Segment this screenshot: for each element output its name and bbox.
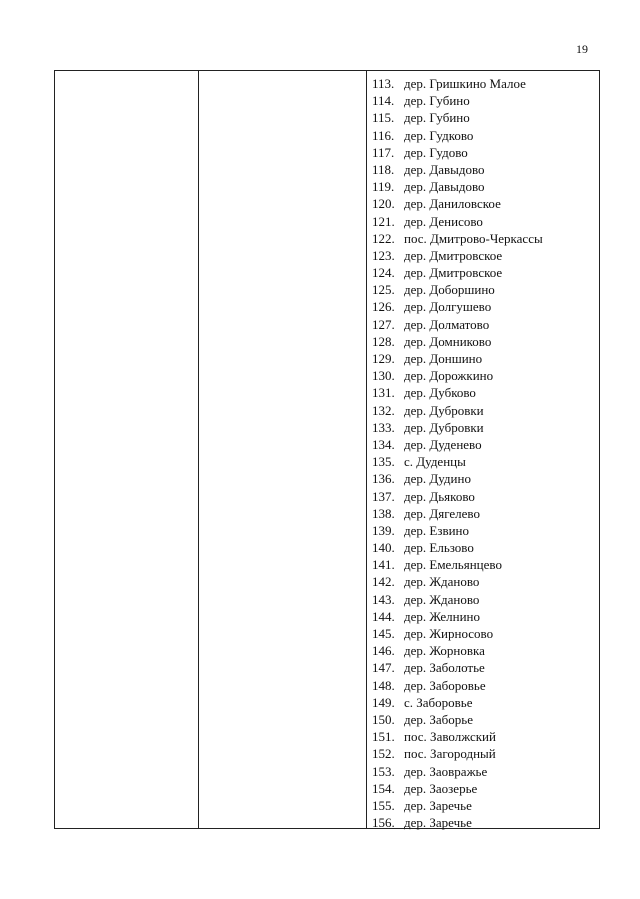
list-item bbox=[367, 522, 599, 539]
list-item bbox=[367, 213, 599, 230]
entry-settlement-name: дер. Даниловское bbox=[404, 196, 501, 212]
entry-settlement-name: дер. Дмитровское bbox=[404, 247, 503, 263]
list-item bbox=[367, 316, 599, 333]
entry-settlement-name: дер. Гудово bbox=[404, 144, 468, 160]
entry-number: 114. bbox=[372, 93, 395, 109]
entry-number: 137. bbox=[372, 488, 395, 504]
entry-number: 153. bbox=[372, 763, 395, 779]
entry-settlement-name: дер. Доншино bbox=[404, 351, 483, 366]
entry-number: 149. bbox=[372, 694, 395, 710]
entry-number: 156. bbox=[372, 815, 395, 831]
list-item bbox=[367, 247, 599, 264]
entry-settlement-name: дер. Заозерье bbox=[404, 780, 478, 796]
entry-settlement-name: дер. Гришкино Малое bbox=[404, 76, 526, 91]
entry-number: 155. bbox=[372, 797, 395, 813]
entry-number: 128. bbox=[372, 333, 395, 349]
entry-settlement-name: дер. Заборовье bbox=[404, 677, 486, 693]
entry-number: 150. bbox=[372, 711, 395, 727]
list-item bbox=[367, 505, 599, 522]
list-item bbox=[367, 694, 599, 711]
entry-settlement-name: дер. Гудково bbox=[404, 127, 474, 143]
list-item bbox=[367, 195, 599, 212]
list-item bbox=[367, 436, 599, 453]
entry-number: 134. bbox=[372, 436, 395, 452]
list-item bbox=[367, 470, 599, 487]
list-item bbox=[367, 402, 599, 419]
entry-number: 117. bbox=[372, 144, 395, 160]
list-item bbox=[367, 384, 599, 401]
entry-number: 132. bbox=[372, 402, 395, 418]
entry-number: 115. bbox=[372, 110, 395, 126]
list-item bbox=[367, 75, 599, 92]
entry-settlement-name: дер. Заболотье bbox=[404, 660, 485, 676]
list-item bbox=[367, 677, 599, 694]
entry-settlement-name: дер. Жданово bbox=[404, 591, 480, 607]
entry-number: 131. bbox=[372, 385, 395, 401]
entry-settlement-name: дер. Дягелево bbox=[404, 505, 480, 521]
list-item bbox=[367, 763, 599, 780]
settlements-table bbox=[54, 70, 600, 829]
list-item bbox=[367, 333, 599, 350]
entry-number: 148. bbox=[372, 677, 395, 693]
list-item bbox=[367, 573, 599, 590]
entry-number: 142. bbox=[372, 574, 395, 590]
entry-number: 124. bbox=[372, 265, 395, 281]
list-item bbox=[367, 814, 599, 831]
entry-settlement-name: дер. Дмитровское bbox=[404, 265, 503, 281]
entry-number: 126. bbox=[372, 299, 395, 315]
list-item bbox=[367, 144, 599, 161]
entry-number: 133. bbox=[372, 419, 395, 435]
list-item bbox=[367, 728, 599, 745]
entry-number: 139. bbox=[372, 522, 395, 538]
entry-settlement-name: дер. Заборье bbox=[404, 711, 473, 727]
list-item bbox=[367, 281, 599, 298]
entry-settlement-name: дер. Дорожкино bbox=[404, 368, 494, 384]
entry-number: 130. bbox=[372, 368, 395, 384]
entry-number: 145. bbox=[372, 626, 395, 641]
table-column-2 bbox=[198, 71, 367, 828]
entry-settlement-name: дер. Доборшино bbox=[404, 282, 495, 298]
entry-number: 144. bbox=[372, 608, 395, 624]
list-item bbox=[367, 419, 599, 436]
entry-settlement-name: дер. Желнино bbox=[404, 608, 481, 624]
list-item bbox=[367, 780, 599, 797]
entry-settlement-name: дер. Давыдово bbox=[404, 179, 485, 195]
entry-number: 152. bbox=[372, 746, 395, 762]
entry-number: 151. bbox=[372, 729, 395, 745]
list-item bbox=[367, 797, 599, 814]
entry-settlement-name: пос. Заволжский bbox=[404, 729, 496, 745]
entry-settlement-name: дер. Дубровки bbox=[404, 419, 484, 435]
settlements-list bbox=[367, 75, 599, 831]
entry-settlement-name: пос. Дмитрово-Черкассы bbox=[404, 230, 543, 246]
entry-number: 113. bbox=[372, 76, 395, 91]
entry-settlement-name: дер. Губино bbox=[404, 110, 470, 126]
entry-settlement-name: дер. Долматово bbox=[404, 316, 490, 332]
entry-settlement-name: дер. Заречье bbox=[404, 797, 472, 813]
entry-number: 143. bbox=[372, 591, 395, 607]
entry-number: 118. bbox=[372, 161, 395, 177]
entry-number: 127. bbox=[372, 316, 395, 332]
table-column-1 bbox=[55, 71, 199, 828]
list-item bbox=[367, 608, 599, 625]
entry-settlement-name: с. Дуденцы bbox=[404, 454, 466, 470]
entry-number: 154. bbox=[372, 780, 395, 796]
list-item bbox=[367, 298, 599, 315]
entry-number: 136. bbox=[372, 471, 395, 487]
entry-settlement-name: дер. Жирносово bbox=[404, 626, 494, 641]
entry-settlement-name: дер. Жорновка bbox=[404, 643, 485, 659]
entry-number: 140. bbox=[372, 540, 395, 556]
entry-number: 146. bbox=[372, 643, 395, 659]
list-item bbox=[367, 659, 599, 676]
entry-settlement-name: дер. Дубровки bbox=[404, 402, 484, 418]
list-item bbox=[367, 488, 599, 505]
entry-settlement-name: дер. Губино bbox=[404, 93, 470, 109]
entry-settlement-name: дер. Ельзово bbox=[404, 540, 474, 556]
entry-settlement-name: дер. Давыдово bbox=[404, 161, 485, 177]
entry-number: 122. bbox=[372, 230, 395, 246]
entry-settlement-name: дер. Дуденево bbox=[404, 436, 482, 452]
entry-number: 121. bbox=[372, 213, 395, 229]
list-item bbox=[367, 109, 599, 126]
entry-number: 138. bbox=[372, 505, 395, 521]
list-item bbox=[367, 161, 599, 178]
list-item bbox=[367, 453, 599, 470]
list-item bbox=[367, 127, 599, 144]
entry-number: 119. bbox=[372, 179, 395, 195]
page-number: 19 bbox=[576, 42, 588, 56]
list-item bbox=[367, 230, 599, 247]
entry-number: 123. bbox=[372, 247, 395, 263]
entry-settlement-name: дер. Дьяково bbox=[404, 488, 475, 504]
entry-number: 116. bbox=[372, 127, 395, 143]
list-item bbox=[367, 625, 599, 642]
entry-settlement-name: с. Заборовье bbox=[404, 694, 473, 710]
list-item bbox=[367, 367, 599, 384]
list-item bbox=[367, 745, 599, 762]
entry-number: 147. bbox=[372, 660, 395, 676]
entry-settlement-name: дер. Заречье bbox=[404, 815, 472, 831]
list-item bbox=[367, 92, 599, 109]
entry-number: 141. bbox=[372, 557, 395, 573]
entry-number: 129. bbox=[372, 351, 395, 366]
list-item bbox=[367, 178, 599, 195]
entry-settlement-name: дер. Долгушево bbox=[404, 299, 492, 315]
entry-settlement-name: дер. Емельянцево bbox=[404, 557, 502, 573]
entry-settlement-name: дер. Дудино bbox=[404, 471, 471, 487]
entry-number: 120. bbox=[372, 196, 395, 212]
list-item bbox=[367, 642, 599, 659]
entry-settlement-name: пос. Загородный bbox=[404, 746, 496, 762]
entry-settlement-name: дер. Жданово bbox=[404, 574, 480, 590]
list-item bbox=[367, 539, 599, 556]
entry-settlement-name: дер. Домниково bbox=[404, 333, 492, 349]
list-item bbox=[367, 350, 599, 367]
list-item bbox=[367, 264, 599, 281]
entry-number: 135. bbox=[372, 454, 395, 470]
entry-settlement-name: дер. Дубково bbox=[404, 385, 476, 401]
entry-number: 125. bbox=[372, 282, 395, 298]
list-item bbox=[367, 591, 599, 608]
entry-settlement-name: дер. Заовражье bbox=[404, 763, 488, 779]
entry-settlement-name: дер. Езвино bbox=[404, 522, 470, 538]
list-item bbox=[367, 711, 599, 728]
entry-settlement-name: дер. Денисово bbox=[404, 213, 483, 229]
list-item bbox=[367, 556, 599, 573]
